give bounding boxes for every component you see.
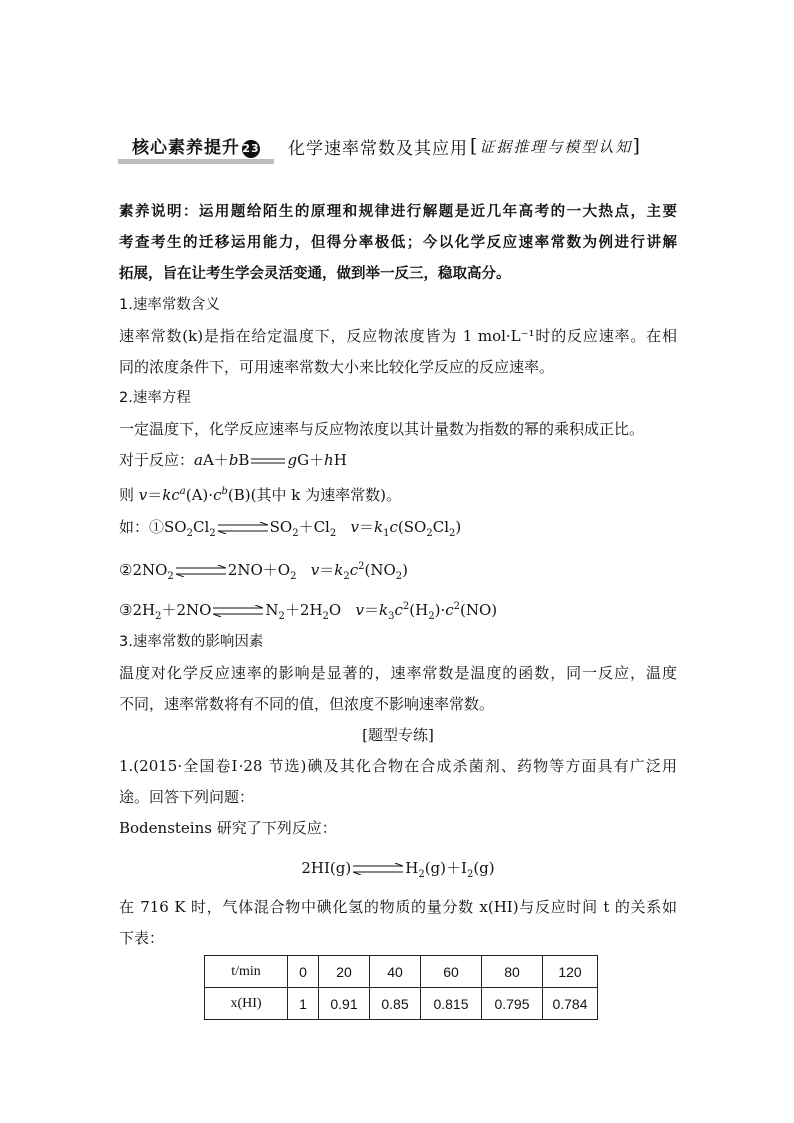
title-tag: 核心素养提升 23 xyxy=(118,133,274,160)
example-equation-3: $③2H_2+2NO$ $N_2+2H_2O$ $v=k_3c^2(H_2)\cdot c^2(NO)$ xyxy=(119,601,498,622)
table-cell: 1 xyxy=(288,988,319,1020)
reaction-general: 对于反应：aA＋bB gG＋hH xyxy=(119,451,347,469)
question-line: 下表： xyxy=(119,929,165,947)
equilibrium-arrow-icon xyxy=(218,522,268,534)
table-cell: 40 xyxy=(370,956,421,988)
question-line: 途。回答下列问题： xyxy=(119,788,255,806)
hi-decomposition-equation: 2HI(g) $H_2(g)+I_2(g)$ xyxy=(301,859,495,880)
equals-arrow-icon xyxy=(251,457,285,465)
table-row-label: x(HI) xyxy=(205,988,288,1020)
table-cell: 80 xyxy=(482,956,543,988)
table-cell: 120 xyxy=(543,956,598,988)
table-cell: 0.795 xyxy=(482,988,543,1020)
table-cell: 20 xyxy=(319,956,370,988)
table-cell: 0 xyxy=(288,956,319,988)
paragraph-line: 同的浓度条件下，可用速率常数大小来比较化学反应的反应速率。 xyxy=(119,358,555,376)
table-row xyxy=(205,956,598,988)
title-main: 化学速率常数及其应用 xyxy=(288,138,468,159)
table-row-label: t/min xyxy=(205,956,288,988)
equilibrium-arrow-icon xyxy=(213,605,263,617)
paragraph-line: 不同，速率常数将有不同的值，但浓度不影响速率常数。 xyxy=(119,695,495,713)
section-heading: 1.速率常数含义 xyxy=(119,297,220,313)
question-line: 1.(2015·全国卷Ⅰ·28 节选)碘及其化合物在合成杀菌剂、药物等方面具有广泛用 xyxy=(119,757,677,775)
rate-equation: 则 $v=kc^a(A)\cdot c^b(B)$(其中 k 为速率常数)。 xyxy=(119,486,401,504)
title-subtitle: [证据推理与模型认知] xyxy=(470,135,642,157)
table-cell: 0.91 xyxy=(319,988,370,1020)
table-cell: 0.85 xyxy=(370,988,421,1020)
table-cell: 0.784 xyxy=(543,988,598,1020)
section-heading: 2.速率方程 xyxy=(119,390,191,406)
table-cell: 60 xyxy=(421,956,482,988)
table-cell: 0.815 xyxy=(421,988,482,1020)
paragraph-line: 温度对化学反应速率的影响是显著的，速率常数是温度的函数，同一反应，温度 xyxy=(119,664,677,682)
equilibrium-arrow-icon xyxy=(353,863,403,875)
example-equation-1: 如：$①SO_2Cl_2$ $SO_2+Cl_2$ $v=k_1c(SO_2Cl_2)$ xyxy=(119,518,462,539)
intro-line: 考查考生的迁移运用能力，但得分率极低；今以化学反应速率常数为例进行讲解 xyxy=(119,235,677,251)
question-line: 在 716 K 时，气体混合物中碘化氢的物质的量分数 x(HI)与反应时间 t 的关系如 xyxy=(119,898,677,916)
section-heading: 3.速率常数的影响因素 xyxy=(119,634,264,650)
section-title xyxy=(118,131,642,161)
paragraph-line: 速率常数(k)是指在给定温度下，反应物浓度皆为 1 mol·L⁻¹时的反应速率。在相 xyxy=(119,327,677,345)
paragraph-line: 一定温度下，化学反应速率与反应物浓度以其计量数为指数的幂的乘积成正比。 xyxy=(119,420,645,438)
question-line: Bodensteins 研究了下列反应： xyxy=(119,819,337,837)
intro-line: 素养说明：运用题给陌生的原理和规律进行解题是近几年高考的一大热点，主要 xyxy=(119,204,677,220)
example-equation-2: $②2NO_2$ $2NO+O_2$ $v=k_2c^2(NO_2)$ xyxy=(119,561,409,582)
equilibrium-arrow-icon xyxy=(176,565,226,577)
data-table xyxy=(204,955,598,1020)
intro-line: 拓展，旨在让考生学会灵活变通，做到举一反三，稳取高分。 xyxy=(119,266,511,282)
practice-heading: [题型专练] xyxy=(362,726,434,744)
table-row xyxy=(205,988,598,1020)
number-badge: 23 xyxy=(242,140,260,158)
document-body xyxy=(119,197,677,954)
